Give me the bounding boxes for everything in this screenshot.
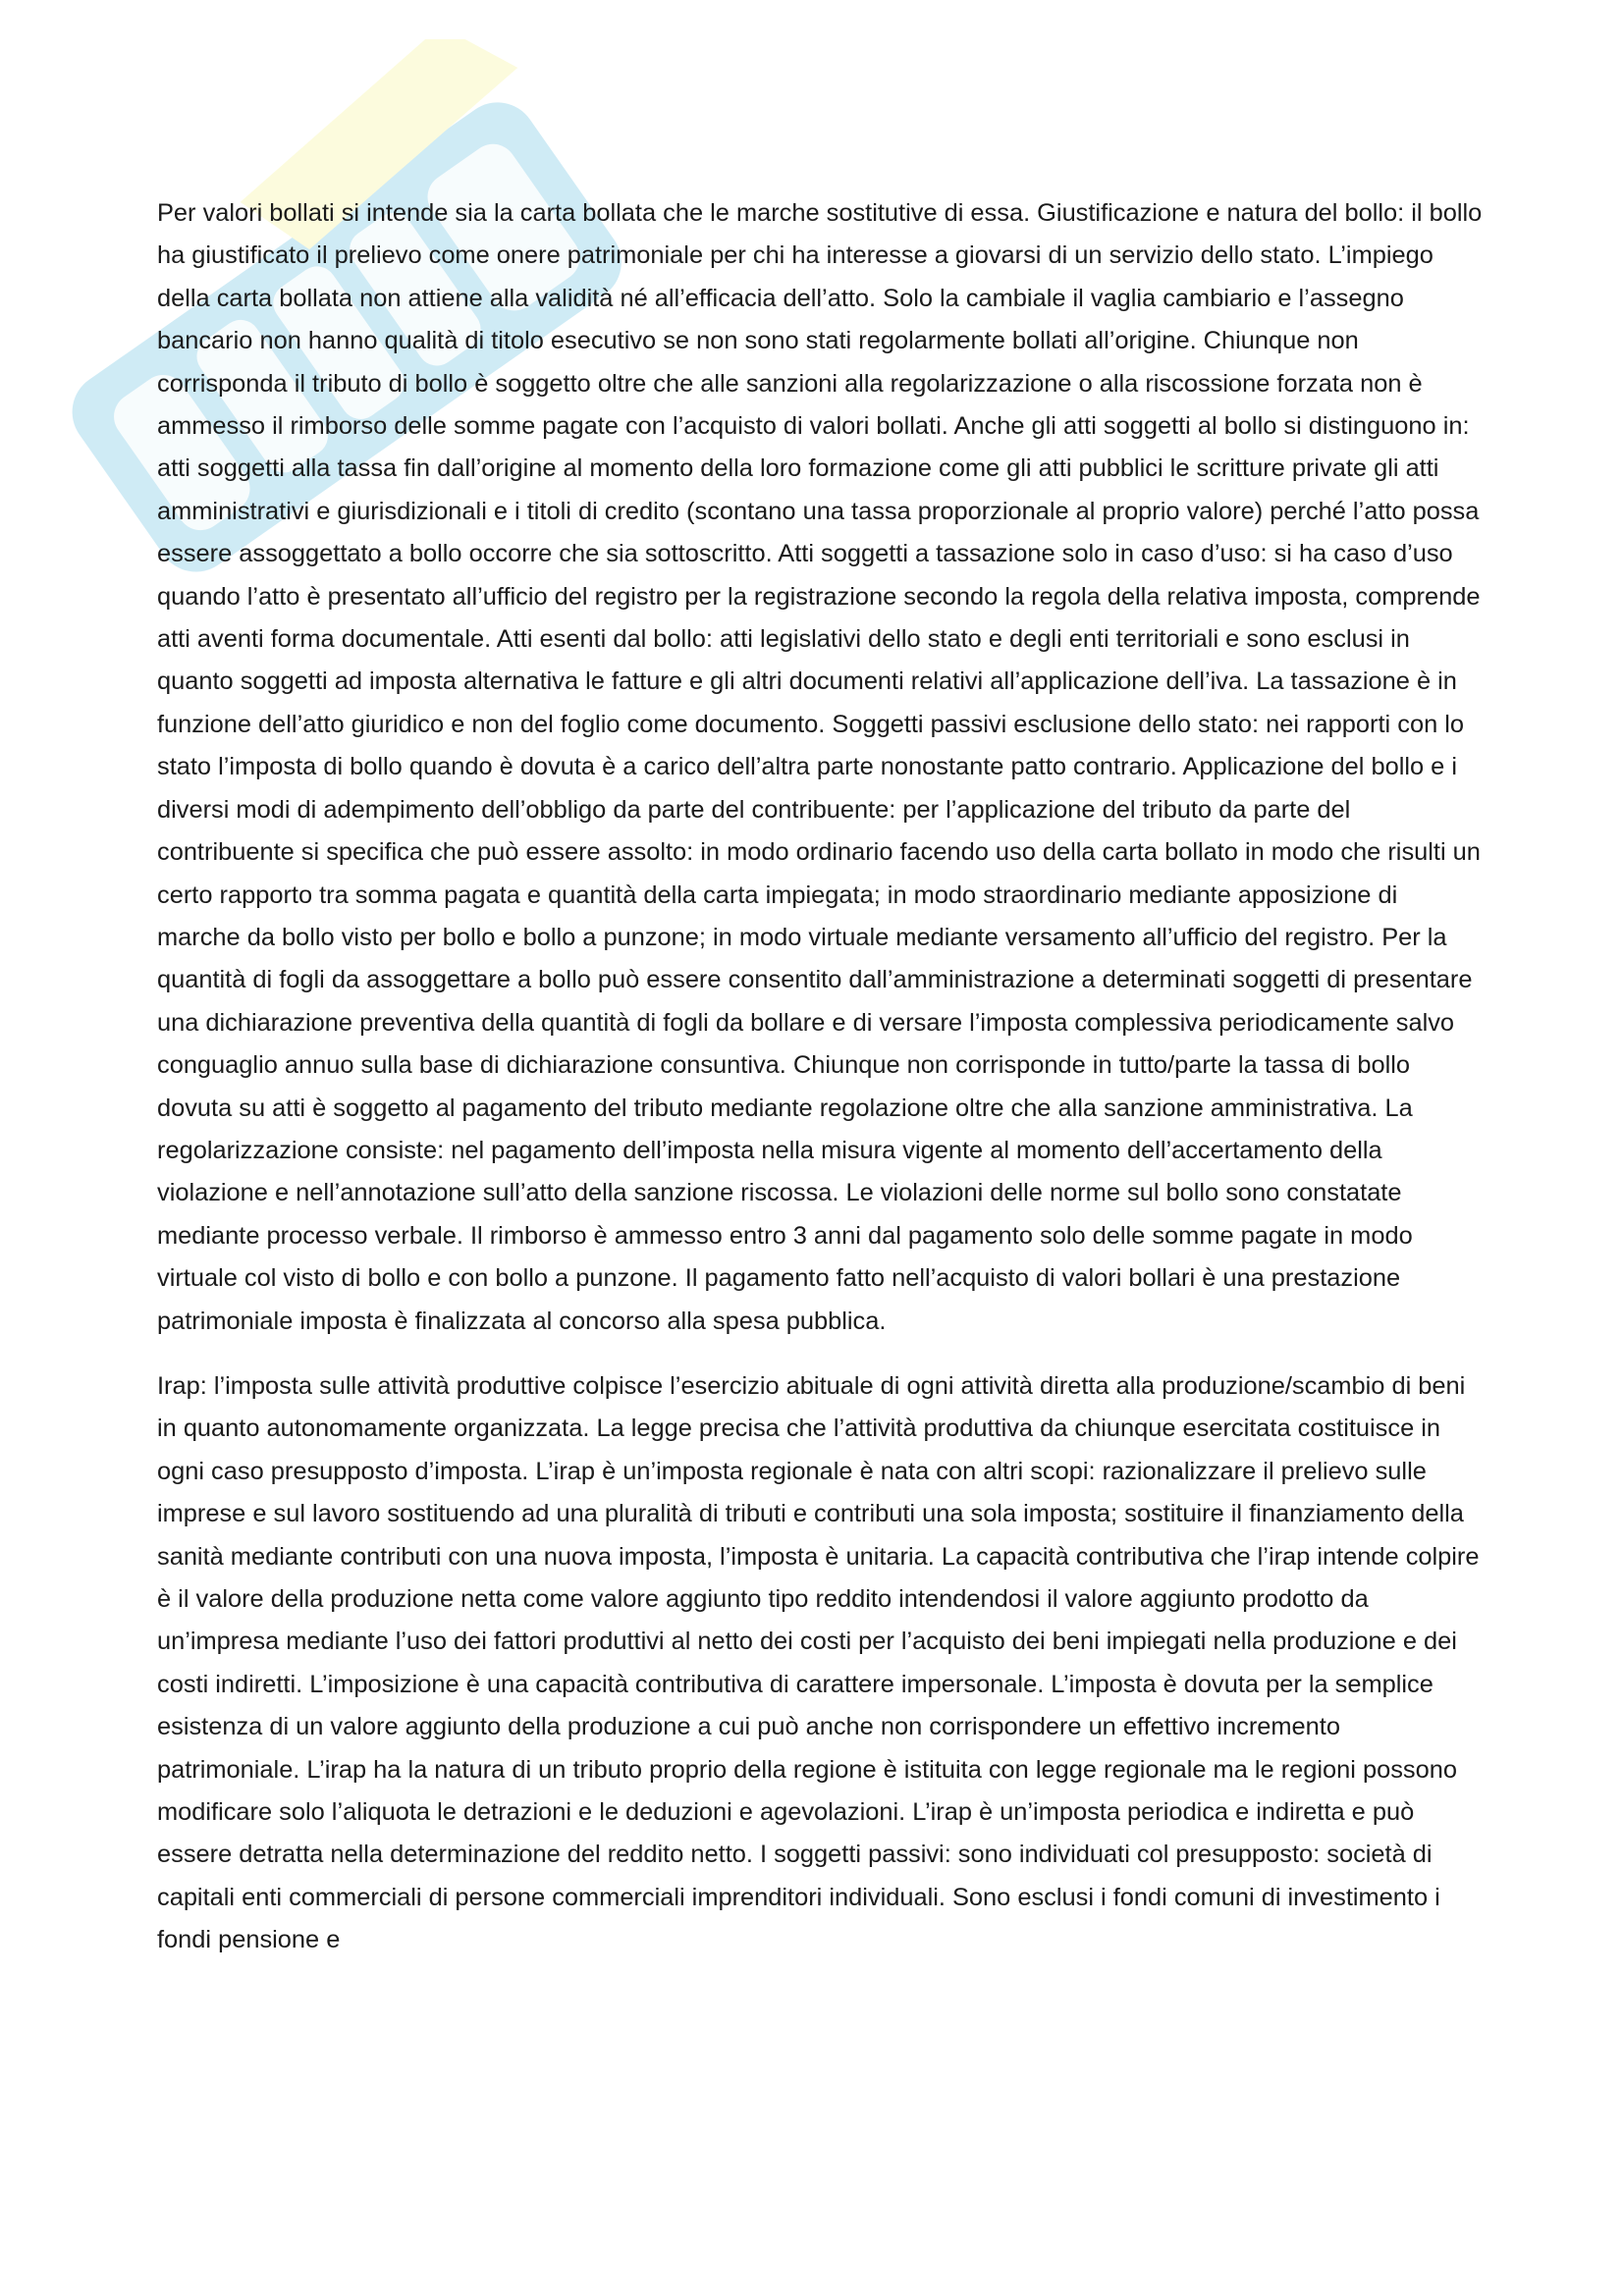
document-body [157,192,1483,1962]
paragraph-irap: Irap: l’imposta sulle attività produttive colpisce l’esercizio abituale di ogni attività diretta alla produzione/scambio di beni in quanto autonomamente organizzata. La legge precisa che l’attività produttiva da chiunque esercitata costituisce in ogni caso presupposto d’imposta. L’irap è un’imposta regionale è nata con altri scopi: razionalizzare il prelievo sulle imprese e sul lavoro sostituendo ad una pluralità di tributi e contributi una sola imposta; sostituire il finanziamento della sanità mediante contributi con una nuova imposta, l’imposta è unitaria. La capacità contributiva che l’irap intende colpire è il valore della produzione netta come valore aggiunto tipo reddito intendendosi il valore aggiunto prodotto da un’impresa mediante l’uso dei fattori produttivi al netto dei costi per l’acquisto dei beni impiegati nella produzione e dei costi indiretti. L’imposizione è una capacità contributiva di carattere impersonale. L’imposta è dovuta per la semplice esistenza di un valore aggiunto della produzione a cui può anche non corrispondere un effettivo incremento patrimoniale. L’irap ha la natura di un tributo proprio della regione è istituita con legge regionale ma le regioni possono modificare solo l’aliquota le detrazioni e le deduzioni e agevolazioni. L’irap è un’imposta periodica e indiretta e può essere detratta nella determinazione del reddito netto. I soggetti passivi: sono individuati col presupposto: società di capitali enti commerciali di persone commerciali imprenditori individuali. Sono esclusi i fondi comuni di investimento i fondi pensione e [157,1371,1480,1954]
paragraph-valori-bollati: Per valori bollati si intende sia la carta bollata che le marche sostitutive di essa. Giustificazione e natura del bollo: il bollo ha giustificato il prelievo come onere patrimoniale per chi ha interesse a giovarsi di un servizio dello stato. L’impiego della carta bollata non attiene alla validità né all’efficacia dell’atto. Solo la cambiale il vaglia cambiario e l’assegno bancario non hanno qualità di titolo esecutivo se non sono stati regolarmente bollati all’origine. Chiunque non corrisponda il tributo di bollo è soggetto oltre che alle sanzioni alla regolarizzazione o alla riscossione forzata non è ammesso il rimborso delle somme pagate con l’acquisto di valori bollati. Anche gli atti soggetti al bollo si distinguono in: atti soggetti alla tassa fin dall’origine al momento della loro formazione come gli atti pubblici le scritture private gli atti amministrativi e giurisdizionali e i titoli di credito (scontano una tassa proporzionale al proprio valore) perché l’atto possa essere assoggettato a bollo occorre che sia sottoscritto. Atti soggetti a tassazione solo in caso d’uso: si ha caso d’uso quando l’atto è presentato all’ufficio del registro per la registrazione secondo la regola della relativa imposta, comprende atti aventi forma documentale. Atti esenti dal bollo: atti legislativi dello stato e degli enti territoriali e sono esclusi in quanto soggetti ad imposta alternativa le fatture e gli altri documenti relativi all’applicazione dell’iva. La tassazione è in funzione dell’atto giuridico e non del foglio come documento. Soggetti passivi esclusione dello stato: nei rapporti con lo stato l’imposta di bollo quando è dovuta è a carico dell’altra parte nonostante patto contrario. Applicazione del bollo e i diversi modi di adempimento dell’obbligo da parte del contribuente: per l’applicazione del tributo da parte del contribuente si specifica che può essere assolto: in modo ordinario facendo uso della carta bollato in modo che risulti un certo rapporto tra somma pagata e quantità della carta impiegata; in modo straordinario mediante apposizione di marche da bollo visto per bollo e bollo a punzone; in modo virtuale mediante versamento all’ufficio del registro. Per la quantità di fogli da assoggettare a bollo può essere consentito dall’amministrazione a determinati soggetti di presentare una dichiarazione preventiva della quantità di fogli da bollare e di versare l’imposta complessiva periodicamente salvo conguaglio annuo sulla base di dichiarazione consuntiva. Chiunque non corrisponde in tutto/parte la tassa di bollo dovuta su atti è soggetto al pagamento del tributo mediante regolazione oltre che alla sanzione amministrativa. La regolarizzazione consiste: nel pagamento dell’imposta nella misura vigente al momento dell’accertamento della violazione e nell’annotazione sull’atto della sanzione riscossa. Le violazioni delle norme sul bollo sono constatate mediante processo verbale. Il rimborso è ammesso entro 3 anni dal pagamento solo delle somme pagate in modo virtuale col visto di bollo e con bollo a punzone. Il pagamento fatto nell’acquisto di valori bollari è una prestazione patrimoniale imposta è finalizzata al concorso alla spesa pubblica. [157,199,1483,1335]
